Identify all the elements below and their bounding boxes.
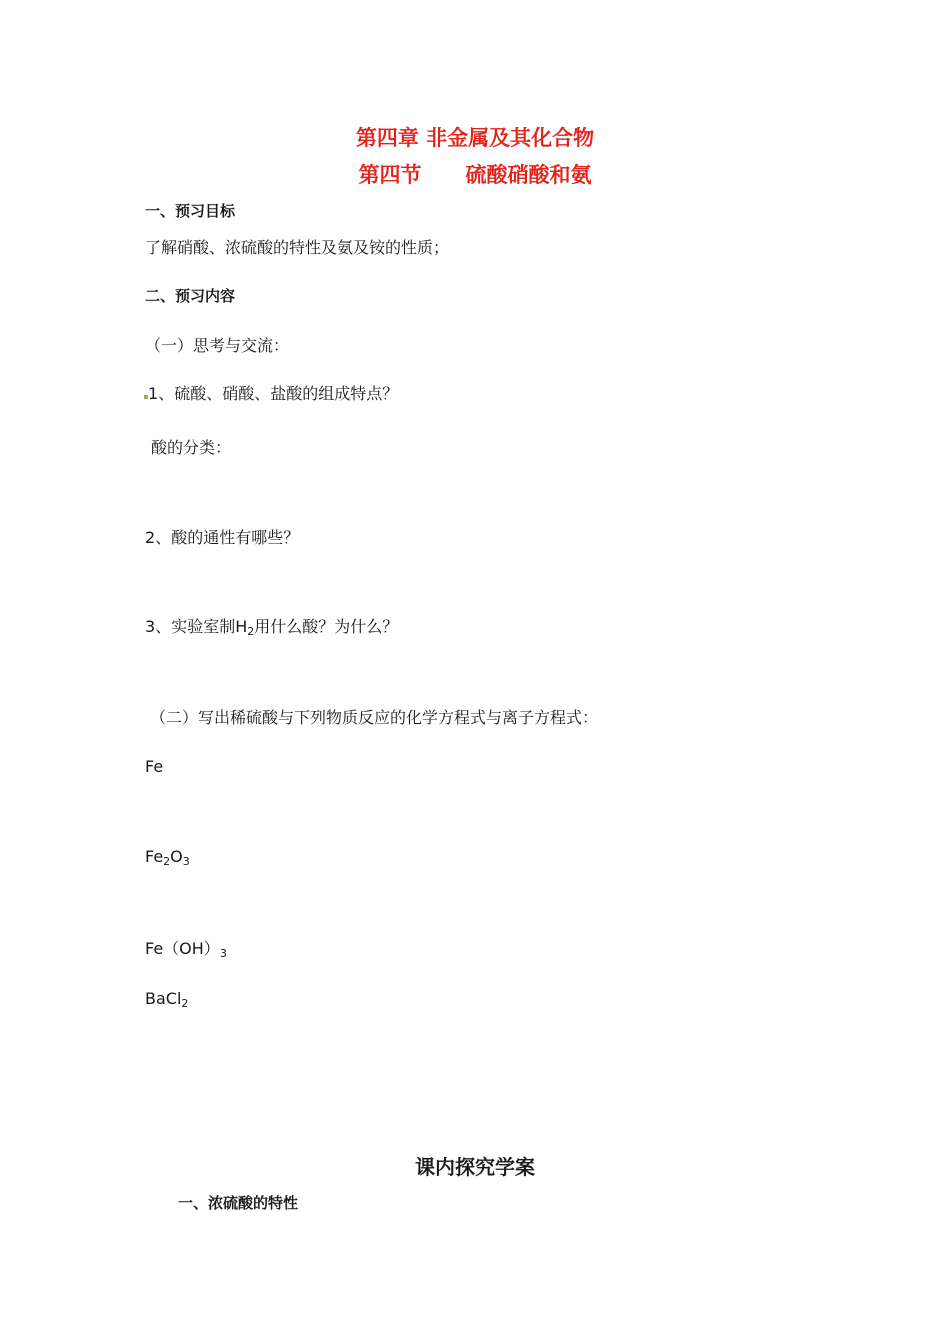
fe2o3-part-b: O bbox=[170, 847, 183, 866]
question-1-number: 1 bbox=[148, 384, 159, 403]
substance-bacl2 bbox=[145, 989, 188, 1010]
question-2-text: 、酸的通性有哪些？ bbox=[155, 528, 300, 547]
bacl2-sub: 2 bbox=[181, 997, 189, 1010]
question-3 bbox=[145, 614, 398, 638]
question-2-number: 2 bbox=[145, 528, 156, 547]
question-3-text-b: 用什么酸？为什么？ bbox=[254, 617, 399, 636]
part1-heading: （一）思考与交流： bbox=[145, 336, 290, 355]
feoh3-sub: 3 bbox=[219, 947, 227, 960]
preview-content-heading: 二、预习内容 bbox=[145, 287, 236, 305]
fe2o3-sub-2: 3 bbox=[182, 855, 190, 868]
section-label: 第四节 bbox=[358, 163, 422, 187]
fe2o3-sub-1: 2 bbox=[163, 855, 171, 868]
fe2o3-part-a: Fe bbox=[145, 847, 164, 866]
h2-formula-sub: 2 bbox=[247, 625, 255, 638]
question-2 bbox=[145, 525, 299, 548]
section-title bbox=[0, 159, 950, 189]
preview-goal-text: 了解硝酸、浓硫酸的特性及氨及铵的性质； bbox=[145, 238, 450, 257]
chapter-title: 第四章 非金属及其化合物 bbox=[355, 126, 595, 150]
substance-fe: Fe bbox=[145, 757, 164, 776]
bacl2-part-a: BaCl bbox=[145, 989, 182, 1008]
part2-heading: （二）写出稀硫酸与下列物质反应的化学方程式与离子方程式： bbox=[150, 708, 599, 727]
acid-classification-prompt: 酸的分类： bbox=[151, 438, 232, 457]
feoh3-part-a: Fe（OH） bbox=[145, 939, 220, 958]
in-class-title: 课内探究学案 bbox=[415, 1155, 535, 1179]
preview-goal-heading: 一、预习目标 bbox=[145, 202, 236, 220]
h2-formula-h: H bbox=[235, 617, 248, 636]
in-class-item-1: 一、浓硫酸的特性 bbox=[178, 1194, 299, 1212]
question-3-text-a: 、实验室制 bbox=[155, 617, 236, 636]
substance-fe2o3 bbox=[145, 847, 190, 868]
question-3-number: 3 bbox=[145, 617, 156, 636]
question-1 bbox=[148, 381, 398, 404]
question-1-text: 、硫酸、硝酸、盐酸的组成特点？ bbox=[158, 384, 399, 403]
section-topic: 硫酸硝酸和氨 bbox=[465, 163, 592, 187]
substance-feoh3 bbox=[145, 936, 227, 960]
